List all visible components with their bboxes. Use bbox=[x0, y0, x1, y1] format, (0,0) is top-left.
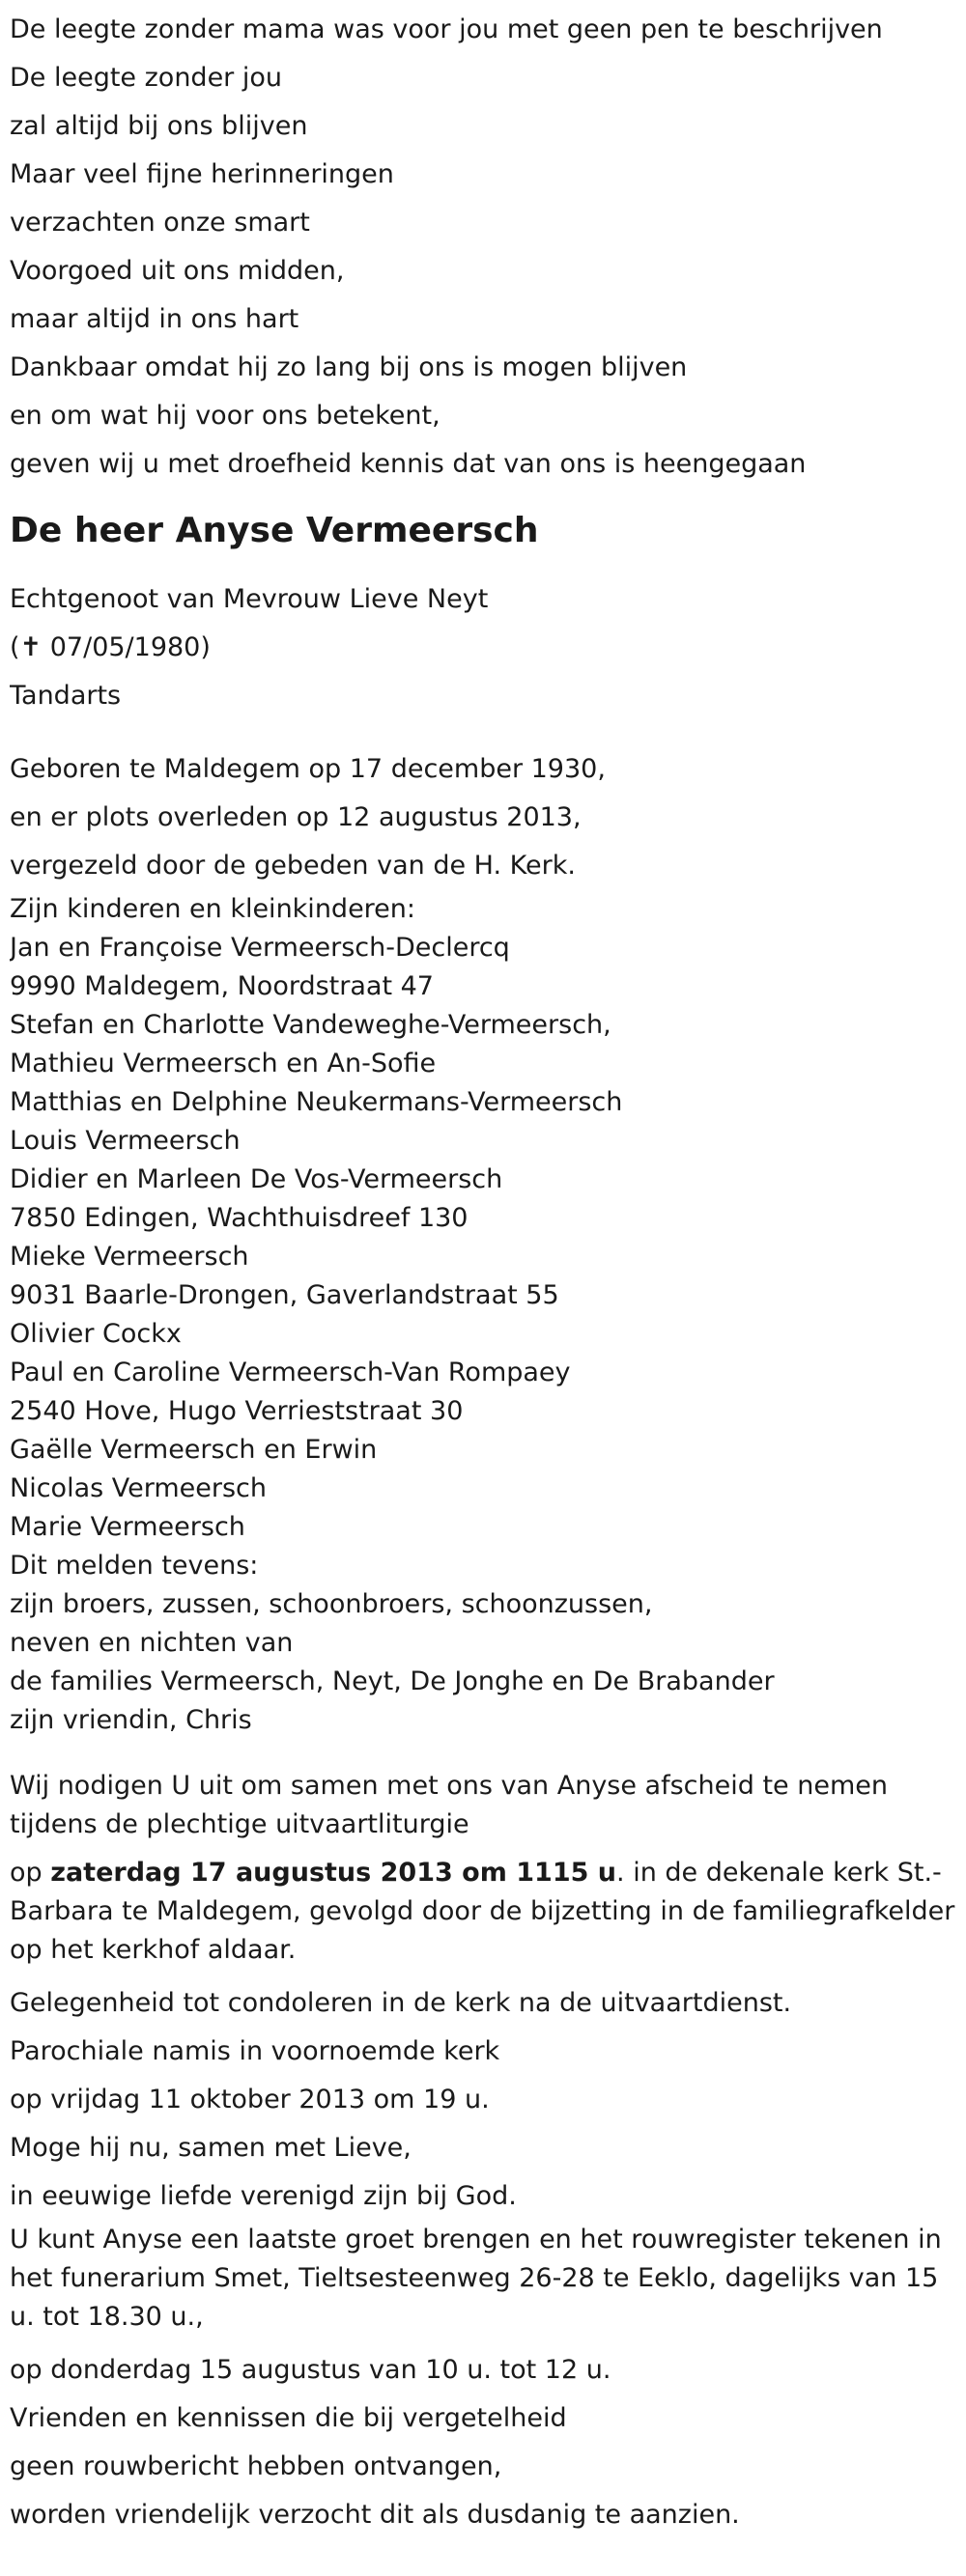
poem-line: zal altijd bij ons blijven bbox=[10, 111, 308, 141]
family-line: neven en nichten van bbox=[10, 1628, 294, 1658]
poem-line: geven wij u met droefheid kennis dat van ons is heengegaan bbox=[10, 449, 807, 479]
poem-line: Dankbaar omdat hij zo lang bij ons is mogen blijven bbox=[10, 352, 688, 382]
profession-text: Tandarts bbox=[10, 681, 122, 711]
condolences-text: Gelegenheid tot condoleren in de kerk na de uitvaartdienst. bbox=[10, 1988, 792, 2018]
family-line: Stefan en Charlotte Vandeweghe-Vermeersch, bbox=[10, 1010, 611, 1040]
family-line: Zijn kinderen en kleinkinderen: bbox=[10, 894, 416, 924]
ceremony-text bbox=[10, 1854, 958, 1970]
closing-block bbox=[10, 2346, 958, 2539]
family-list bbox=[10, 890, 958, 1740]
family-line: Marie Vermeersch bbox=[10, 1512, 245, 1542]
family-line: Mieke Vermeersch bbox=[10, 1242, 249, 1272]
family-line: Olivier Cockx bbox=[10, 1319, 182, 1349]
poem-line: Voorgoed uit ons midden, bbox=[10, 256, 345, 286]
ceremony-date: zaterdag 17 augustus 2013 om 1115 u bbox=[50, 1858, 617, 1888]
mass-line: Parochiale namis in voornoemde kerk bbox=[10, 2036, 500, 2066]
invitation-text: Wij nodigen U uit om samen met ons van Anyse afscheid te nemen tijdens de plechtige uitvaartliturgie bbox=[10, 1771, 888, 1839]
family-line: 2540 Hove, Hugo Verrieststraat 30 bbox=[10, 1396, 464, 1426]
church-text: vergezeld door de gebeden van de H. Kerk. bbox=[10, 851, 576, 881]
deceased-name-heading: De heer Anyse Vermeersch bbox=[10, 511, 539, 550]
funerarium-text: U kunt Anyse een laatste groet brengen en het rouwregister tekenen in het funerarium Smet, Tieltsesteenweg 26-28 te Eeklo, dagelijks van 15 u. tot 18.30 u., bbox=[10, 2225, 942, 2332]
poem-line: verzachten onze smart bbox=[10, 208, 310, 238]
closing-line: Vrienden en kennissen die bij vergetelheid bbox=[10, 2403, 567, 2433]
family-line: Paul en Caroline Vermeersch-Van Rompaey bbox=[10, 1358, 571, 1387]
ceremony-prefix: op bbox=[10, 1858, 51, 1888]
death-text: en er plots overleden op 12 augustus 2013, bbox=[10, 802, 582, 832]
spouse-block bbox=[10, 575, 958, 720]
spouse-text: Echtgenoot van Mevrouw Lieve Neyt bbox=[10, 584, 489, 614]
family-line: 9990 Maldegem, Noordstraat 47 bbox=[10, 971, 434, 1001]
poem-block bbox=[10, 6, 958, 489]
family-line: Louis Vermeersch bbox=[10, 1126, 241, 1156]
mass-line: in eeuwige liefde verenigd zijn bij God. bbox=[10, 2181, 517, 2211]
closing-line: worden vriendelijk verzocht dit als dusdanig te aanzien. bbox=[10, 2500, 740, 2530]
family-line: 7850 Edingen, Wachthuisdreef 130 bbox=[10, 1203, 469, 1233]
family-line: Jan en Françoise Vermeersch-Declercq bbox=[10, 933, 510, 963]
family-line: zijn vriendin, Chris bbox=[10, 1705, 252, 1735]
mass-line: Moge hij nu, samen met Lieve, bbox=[10, 2133, 412, 2163]
family-line: 9031 Baarle-Drongen, Gaverlandstraat 55 bbox=[10, 1280, 559, 1310]
poem-line: maar altijd in ons hart bbox=[10, 304, 299, 334]
poem-line: Maar veel fijne herinneringen bbox=[10, 159, 394, 189]
poem-line: en om wat hij voor ons betekent, bbox=[10, 401, 440, 431]
mass-line: op vrijdag 11 oktober 2013 om 19 u. bbox=[10, 2085, 490, 2114]
family-line: Mathieu Vermeersch en An-Sofie bbox=[10, 1049, 437, 1078]
closing-line: geen rouwbericht hebben ontvangen, bbox=[10, 2451, 502, 2481]
poem-line: De leegte zonder jou bbox=[10, 63, 282, 93]
family-line: Nicolas Vermeersch bbox=[10, 1473, 268, 1503]
family-line: Dit melden tevens: bbox=[10, 1551, 259, 1581]
spouse-death-date: (✝ 07/05/1980) bbox=[10, 632, 211, 662]
birth-text: Geboren te Maldegem op 17 december 1930, bbox=[10, 754, 606, 784]
family-line: de families Vermeersch, Neyt, De Jonghe en De Brabander bbox=[10, 1666, 775, 1696]
ceremony-suffix: . in de dekenale kerk St.-Barbara te Maldegem, gevolgd door de bijzetting in de familiegrafkelder op het kerkhof aldaar. bbox=[10, 1858, 955, 1965]
mass-block bbox=[10, 2028, 958, 2221]
life-dates-block bbox=[10, 745, 958, 890]
closing-line: op donderdag 15 augustus van 10 u. tot 12 u. bbox=[10, 2355, 611, 2385]
family-line: Didier en Marleen De Vos-Vermeersch bbox=[10, 1164, 503, 1194]
family-line: Matthias en Delphine Neukermans-Vermeersch bbox=[10, 1087, 623, 1117]
family-line: zijn broers, zussen, schoonbroers, schoonzussen, bbox=[10, 1589, 653, 1619]
poem-line: De leegte zonder mama was voor jou met geen pen te beschrijven bbox=[10, 14, 883, 44]
family-line: Gaëlle Vermeersch en Erwin bbox=[10, 1435, 378, 1465]
